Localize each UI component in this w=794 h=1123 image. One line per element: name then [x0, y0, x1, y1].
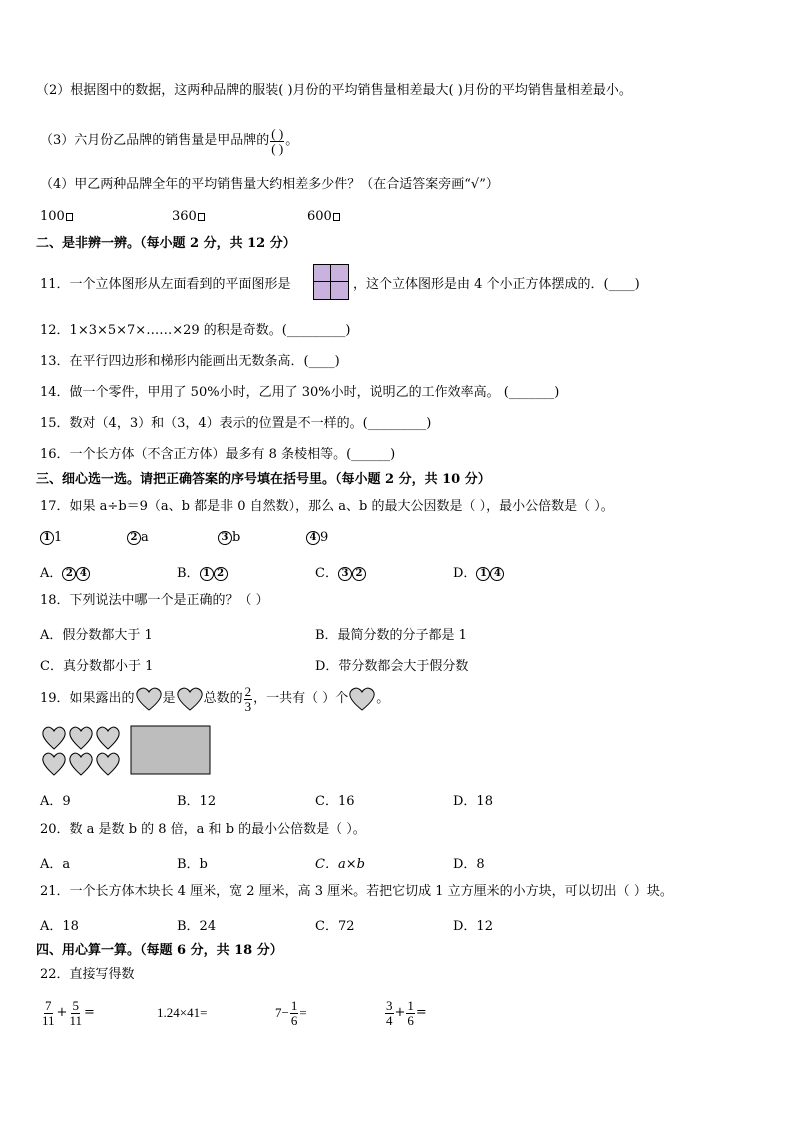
q10-sub3-suffix: 。 [285, 133, 299, 148]
q17-item-text: b [232, 530, 241, 545]
q18-option-d[interactable]: D．带分数都会大于假分数 [315, 659, 469, 674]
q14: 14．做一个零件，甲用了 50%小时，乙用了 30%小时，说明乙的工作效率高。 (_______) [40, 385, 560, 400]
option-label: C． [315, 566, 338, 581]
q17-item-text: a [141, 530, 149, 545]
q10-choice-3[interactable] [307, 209, 340, 224]
option-label: A． [40, 566, 63, 581]
q18-option-c[interactable]: C．真分数都小于 1 [40, 659, 154, 674]
q15: 15．数对（4，3）和（3，4）表示的位置是不一样的。(_________) [40, 416, 432, 431]
tick-box-icon[interactable] [333, 213, 340, 221]
q10-sub3-fraction [270, 127, 284, 156]
equals-sign: = [299, 1005, 307, 1020]
q11-prefix: 11．一个立体图形从左面看到的平面图形是 [40, 277, 291, 292]
q21: 21．一个长方体木块长 4 厘米，宽 2 厘米，高 3 厘米。若把它切成 1 立方厘米的小方块，可以切出（ ）块。 [40, 884, 673, 899]
section3-heading: 三、细心选一选。请把正确答案的序号填在括号里。（每小题 2 分，共 10 分） [36, 472, 491, 487]
q21-option-c[interactable]: C．72 [315, 919, 355, 934]
q10-sub4: （4）甲乙两种品牌全年的平均销售量大约相差多少件？（在合适答案旁画“√”） [40, 177, 499, 192]
q18-option-a[interactable]: A．假分数都大于 1 [40, 628, 153, 643]
q19-text: ，一共有（ ）个 [253, 691, 349, 706]
circled-number-icon: 4 [490, 567, 504, 581]
q17-item-text: 9 [320, 530, 329, 545]
fraction-numerator: 5 [72, 997, 79, 1013]
q19-option-d[interactable]: D．18 [453, 794, 493, 809]
q10-sub2: （2）根据图中的数据，这两种品牌的服装( )月份的平均销售量相差最大( )月份的平均销售量相差最小。 [36, 83, 632, 98]
whole-number: 7 [275, 1005, 282, 1020]
q18-option-b[interactable]: B．最简分数的分子都是 1 [315, 628, 467, 643]
circled-number-icon: 2 [214, 567, 228, 581]
q21-option-a[interactable]: A．18 [40, 919, 79, 934]
fraction-numerator: 2 [244, 683, 252, 699]
circled-number-icon: 2 [352, 567, 366, 581]
fraction-numerator: 1 [407, 997, 414, 1013]
choice-label: 100 [40, 209, 65, 224]
circled-number-icon: 1 [40, 531, 54, 545]
q17-item-1 [40, 530, 62, 545]
q17-option-d[interactable] [453, 562, 504, 581]
q19-text: 总数的 [203, 691, 243, 706]
circled-number-icon: 4 [306, 531, 320, 545]
q19 [40, 681, 389, 717]
q20-option-a[interactable]: A．a [40, 857, 71, 872]
q19-text: 19．如果露出的 [40, 691, 135, 706]
q20-option-d[interactable]: D．8 [453, 857, 485, 872]
q20-option-b[interactable]: B．b [177, 857, 208, 872]
q17-item-4 [306, 530, 328, 545]
option-label: B． [177, 566, 200, 581]
q11-suffix: ，这个立体图形是由 4 个小正方体摆成的．(____) [353, 277, 640, 292]
calc-3 [275, 993, 307, 1033]
q19-option-a[interactable]: A．9 [40, 794, 71, 809]
fraction-denominator: 6 [407, 1012, 414, 1028]
circled-number-icon: 3 [338, 567, 352, 581]
choice-label: 360 [172, 209, 197, 224]
calc-4 [384, 993, 427, 1033]
q17: 17．如果 a÷b＝9（a、b 都是非 0 自然数），那么 a、b 的最大公因数是（ ），最小公倍数是（ ）。 [40, 499, 614, 514]
circled-number-icon: 1 [200, 567, 214, 581]
tick-box-icon[interactable] [66, 213, 73, 221]
fraction-denominator: ( ) [271, 140, 284, 156]
q19-option-c[interactable]: C．16 [315, 794, 355, 809]
equals-sign: = [415, 1005, 427, 1020]
circled-number-icon: 3 [218, 531, 232, 545]
q12: 12．1×3×5×7×……×29 的积是奇数。(_________) [40, 323, 351, 338]
q13: 13．在平行四边形和梯形内能画出无数条高．(____) [40, 354, 340, 369]
q19-text: 是 [162, 691, 176, 706]
fraction-numerator: 1 [290, 997, 298, 1013]
q18: 18．下列说法中哪一个是正确的？（ ） [40, 593, 269, 608]
q21-option-b[interactable]: B．24 [177, 919, 217, 934]
q19-option-b[interactable]: B．12 [177, 794, 217, 809]
q17-option-a[interactable] [40, 562, 90, 581]
fraction-denominator: 11 [69, 1012, 82, 1028]
q21-option-d[interactable]: D．12 [453, 919, 493, 934]
q17-item-3 [218, 530, 240, 545]
circled-number-icon: 2 [62, 567, 76, 581]
heart-icon [176, 686, 204, 712]
cover-box [131, 726, 210, 774]
equals-sign: = [83, 1005, 95, 1020]
q19-text: 。 [376, 691, 390, 706]
calc-1 [40, 993, 95, 1033]
calc-2: 1.24×41= [157, 1005, 208, 1020]
circled-number-icon: 1 [476, 567, 490, 581]
q16: 16．一个长方体（不含正方体）最多有 8 条棱相等。(______) [40, 447, 396, 462]
q17-item-2 [127, 530, 149, 545]
operator: − [281, 1005, 289, 1020]
option-label: D． [453, 566, 477, 581]
fraction-numerator: ( ) [271, 125, 284, 141]
q10-sub3 [40, 124, 298, 158]
heart-icon [135, 686, 163, 712]
choice-label: 600 [307, 209, 332, 224]
q17-option-c[interactable] [315, 562, 366, 581]
q11-left-view-grid-icon [313, 264, 349, 300]
q22: 22．直接写得数 [40, 967, 135, 982]
section4-heading: 四、用心算一算。（每题 6 分，共 18 分） [36, 943, 283, 958]
q19-hearts-figure [40, 724, 215, 779]
section2-heading: 二、是非辨一辨。（每小题 2 分，共 12 分） [36, 236, 296, 251]
q17-option-b[interactable] [177, 562, 228, 581]
circled-number-icon: 2 [127, 531, 141, 545]
q10-choice-1[interactable] [40, 209, 73, 224]
fraction-denominator: 4 [386, 1012, 393, 1028]
operator: + [56, 1005, 68, 1020]
q17-item-text: 1 [54, 530, 63, 545]
tick-box-icon[interactable] [198, 213, 205, 221]
q20: 20．数 a 是数 b 的 8 倍，a 和 b 的最小公倍数是（ ）。 [40, 822, 366, 837]
q10-choice-2[interactable] [172, 209, 205, 224]
fraction-numerator: 7 [45, 997, 52, 1013]
q20-option-c[interactable]: C．a×b [315, 857, 365, 872]
fraction-denominator: 6 [290, 1012, 298, 1028]
q10-sub3-prefix: （3）六月份乙品牌的销售量是甲品牌的 [40, 133, 270, 148]
operator: + [394, 1005, 406, 1020]
circled-number-icon: 4 [76, 567, 90, 581]
fraction-denominator: 3 [244, 698, 252, 714]
q19-fraction [244, 685, 253, 714]
heart-icon [348, 686, 376, 712]
fraction-denominator: 11 [42, 1012, 55, 1028]
fraction-numerator: 3 [386, 997, 393, 1013]
